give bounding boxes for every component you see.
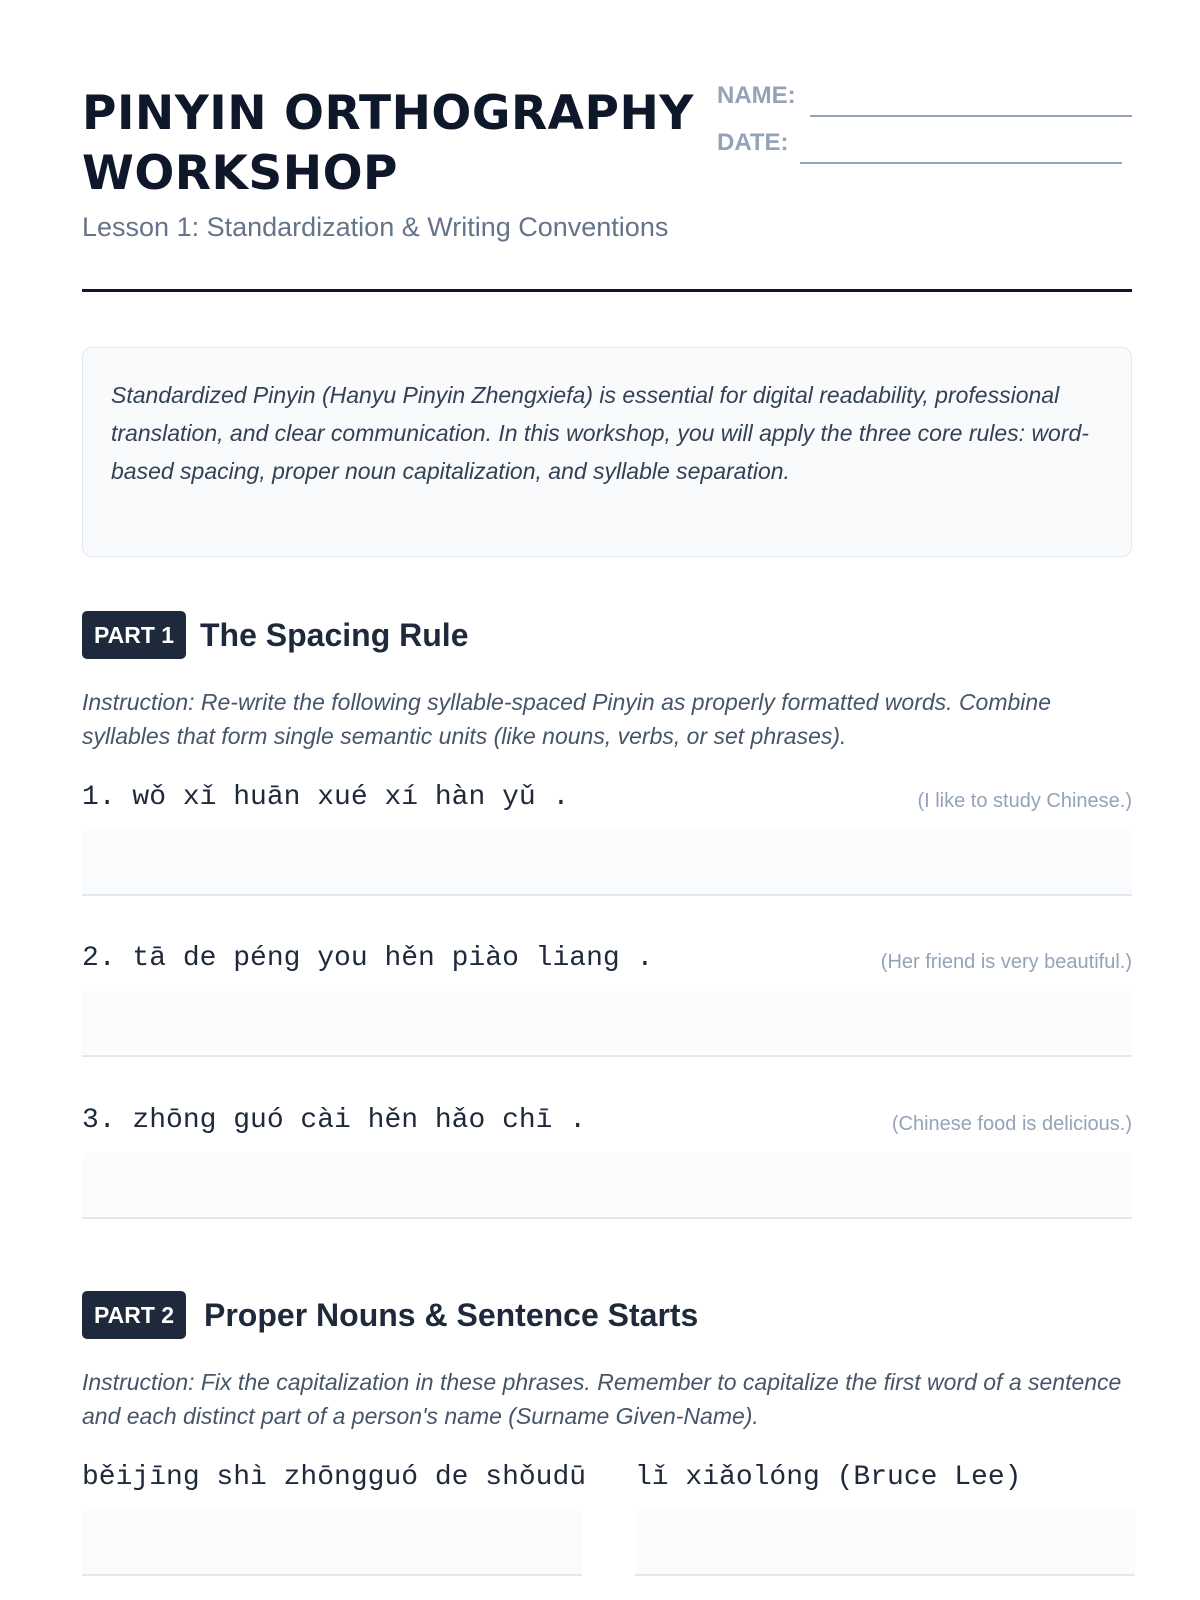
exercise-item	[82, 1103, 1132, 1227]
exercise-item	[82, 780, 1132, 904]
answer-area[interactable]	[82, 830, 1132, 896]
page-subtitle: Lesson 1: Standardization & Writing Conventions	[82, 212, 669, 242]
name-input-line[interactable]	[810, 115, 1132, 117]
answer-area[interactable]	[82, 1510, 582, 1576]
date-input-line[interactable]	[800, 162, 1122, 164]
part-2-instruction: Instruction: Fix the capitalization in these phrases. Remember to capitalize the first word of a sentence and each distinct part of a person's name (Surname Given-Name).	[82, 1369, 1122, 1429]
exercise-prompt: 1. wǒ xǐ huān xué xí hàn yǔ .	[82, 782, 570, 813]
answer-area[interactable]	[82, 1153, 1132, 1219]
worksheet-page	[82, 0, 1132, 1600]
part-1-badge: PART 1	[82, 611, 186, 659]
answer-area[interactable]	[635, 1510, 1135, 1576]
exercise-prompt: 3. zhōng guó cài hěn hǎo chī .	[82, 1105, 587, 1136]
part-2-title: Proper Nouns & Sentence Starts	[204, 1297, 699, 1333]
name-label: NAME:	[717, 82, 796, 109]
part-2-heading	[82, 1291, 1132, 1341]
exercise-translation: (Chinese food is delicious.)	[891, 1113, 1132, 1135]
page-title: PINYIN ORTHOGRAPHY WORKSHOP	[82, 86, 694, 201]
exercise-translation: (I like to study Chinese.)	[917, 790, 1132, 812]
exercise-item	[82, 941, 1132, 1065]
exercise-prompt: 2. tā de péng you hěn piào liang .	[82, 943, 654, 974]
phrase-prompt: běijīng shì zhōngguó de shǒudū	[82, 1462, 587, 1493]
phrase-item	[82, 1460, 587, 1584]
part-2-badge: PART 2	[82, 1291, 186, 1339]
answer-area[interactable]	[82, 991, 1132, 1057]
part-1-heading	[82, 611, 1132, 661]
phrase-prompt: lǐ xiǎolóng (Bruce Lee)	[635, 1462, 1022, 1493]
intro-box: Standardized Pinyin (Hanyu Pinyin Zhengxiefa) is essential for digital readability, professional translation, and clear communication. In this workshop, you will apply the three core rules: word-based spacing, proper noun capitalization, and syllable separation.	[82, 347, 1132, 557]
exercise-translation: (Her friend is very beautiful.)	[880, 951, 1132, 973]
date-label: DATE:	[717, 129, 789, 156]
part-1-title: The Spacing Rule	[200, 617, 469, 653]
worksheet-header	[82, 80, 1132, 292]
part-1-instruction: Instruction: Re-write the following syllable-spaced Pinyin as properly formatted words. Combine syllables that form single semantic units (like nouns, verbs, or set phrases).	[82, 689, 1051, 749]
phrase-item	[635, 1460, 1135, 1584]
